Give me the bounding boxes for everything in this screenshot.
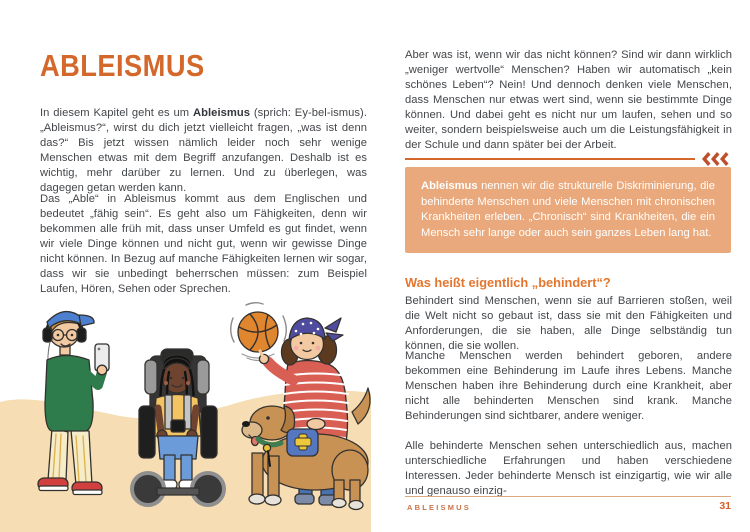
chapter-illustration (0, 290, 380, 532)
intro-paragraph (40, 106, 367, 196)
behindert-definition-paragraph: Behindert sind Menschen, wenn sie auf Barrieren stoßen, weil die Welt nicht so gebaut ist, dass sie mit den Fähigkeiten und Anforderungen, die sie haben, alle Dinge selbständig tun können, die sie wollen. (405, 295, 732, 353)
definition-term: Ableismus (421, 180, 478, 192)
section-heading: Was heißt eigentlich „behindert“? (405, 274, 611, 290)
definition-box (405, 167, 731, 253)
footer-rule (405, 496, 731, 497)
triple-chevron-left-icon (699, 151, 729, 167)
behinderung-origin-paragraph: Manche Menschen werden behindert geboren, andere bekommen eine Behinderung im Laufe ihres Lebens. Manche Menschen haben ihre Behinderung durch eine Krankheit, aber nicht alle behinderten Menschen sind krank. Manche Behinderungen sind sichtbarer, andere weniger. (405, 350, 732, 423)
ability-paragraph: Aber was ist, wenn wir das nicht können? Sind wir dann wirklich „weniger wertvolle“ Menschen? Haben wir automatisch „kein schönes Leben“? Nein! Und dennoch denken viele Menschen, dass Menschen nur etwas wert sind, wenn sie bestimmte Dinge können. Und dabei geht es nicht nur um laufen, sehen und so weiter, sondern beispielsweise auch um die Leistungsfähigkeit in der Schule und dann später bei der Arbeit. (405, 49, 732, 152)
page-title: ABLEISMUS (40, 47, 205, 83)
diversity-paragraph: Alle behinderte Menschen sehen unterschiedlich aus, machen unterschiedliche Erfahrungen und haben verschiedene Interessen. Jeder behinderte Mensch ist einzigartig, wie wir alle und genauso einzig- (405, 440, 732, 498)
page-number: 31 (719, 500, 731, 512)
callout-rule (405, 158, 695, 160)
footer-chapter-label: ABLEISMUS (407, 503, 471, 512)
intro-rest: (sprich: Ey-bel-ismus). „Ableismus?“, wirst du dich jetzt vielleicht fragen, „was ist denn das?“ Bis jetzt wissen nämlich leider noch sehr wenige Menschen etwas mit dem Begriff anzufangen. Deshalb ist es wichtig, mehr darüber zu lernen. Und zu überlegen, was dagegen getan werden kann. (40, 107, 367, 195)
intro-keyword: Ableismus (193, 107, 251, 120)
intro-lead: In diesem Kapitel geht es um (40, 107, 193, 120)
definition-text: nennen wir die strukturelle Diskriminierung, die behinderte Menschen und viele Menschen mit chronischen Krankheiten erleben. „Chronisch“ sind Krankheiten, die ein Mensch sehr lange oder auch sein ganzes Leben lang hat. (421, 180, 715, 239)
able-origin-paragraph: Das „Able“ in Ableismus kommt aus dem Englischen und bedeutet „fähig sein“. Es geht also um Fähigkeiten, denn wir bekommen alle früh mit, dass unser Umfeld es gut findet, wenn wir viele Dinge können und nicht gut, wenn wir gewisse Dinge nicht können. In Bezug auf manche Fähigkeiten lernen wir sogar, dass wir sie unbedingt beherrschen müssen: zum Beispiel Laufen, Hören, Sehen oder Sprechen. (40, 193, 367, 296)
